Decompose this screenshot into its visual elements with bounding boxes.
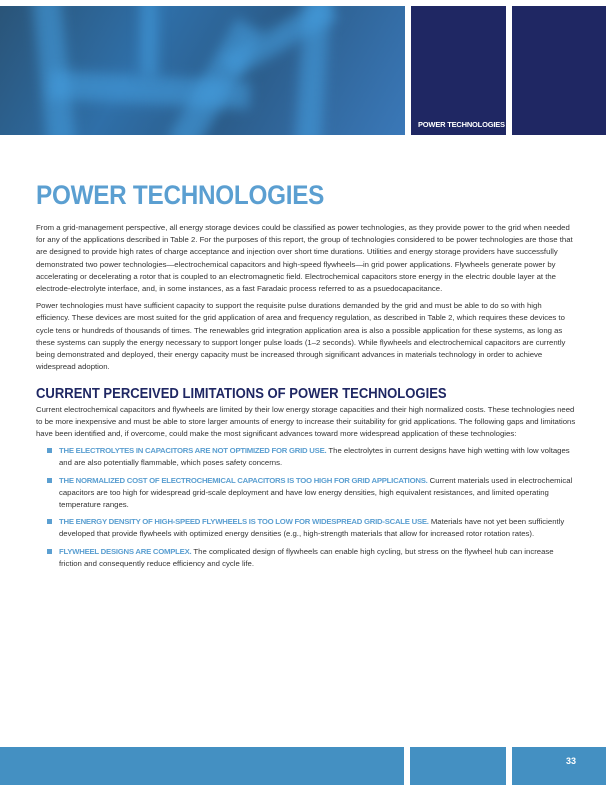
footer-bar [512, 747, 606, 785]
list-item: FLYWHEEL DESIGNS ARE COMPLEX. The complicated design of flywheels can enable high cycling, but stress on the flywheel hub can increase friction and consequently reduce efficiency and cycle life. [59, 546, 576, 570]
list-item: THE ELECTROLYTES IN CAPACITORS ARE NOT OPTIMIZED FOR GRID USE. The electrolytes in current designs have high wetting with low voltages and are also potentially flammable, which poses safety concerns. [59, 445, 576, 469]
limitations-list [36, 445, 576, 570]
section-tab [411, 6, 506, 135]
intro-paragraph-1: From a grid-management perspective, all energy storage devices could be classified as power technologies, as they provide power to the grid when needed for any of the applications described in Table 2. For the purposes of this report, the group of technologies considered to be power technologies are those that are designed to provide high rates of charge acceptance and injection over short time durations. Utilities and energy storage providers have successfully demonstrated two power technologies—electrochemical capacitors and high-speed flywheels—in grid power applications. Flywheels generate power by accelerating or decelerating a rotor that is coupled to an electromagnetic field. Electrochemical capacitors store energy in the electric double layer at the electrode-electrolyte interface, and, in some instances, as a fast Faradaic process referred to as a psuedocapacitance. [36, 223, 573, 294]
footer-bar [0, 747, 404, 785]
list-item: THE ENERGY DENSITY OF HIGH-SPEED FLYWHEELS IS TOO LOW FOR WIDESPREAD GRID-SCALE USE. Materials have not yet been sufficiently developed that provide flywheels with optimized energy densities (e.g., high-strength materials that allow for increased rotor rotation rates). [59, 516, 576, 540]
limitations-heading: CURRENT PERCEIVED LIMITATIONS OF POWER TECHNOLOGIES [36, 386, 447, 403]
header-block [512, 6, 606, 135]
footer-bar [410, 747, 506, 785]
page-title: POWER TECHNOLOGIES [36, 180, 325, 210]
list-item: THE NORMALIZED COST OF ELECTROCHEMICAL CAPACITORS IS TOO HIGH FOR GRID APPLICATIONS. Current materials used in electrochemical capacitors are too high for widespread grid-scale deployment and have low energy densities, high equivalent resistances, and limited operating temperature ranges. [59, 475, 576, 512]
section-label: POWER TECHNOLOGIES [418, 120, 505, 129]
page-number: 33 [565, 756, 576, 766]
intro-paragraph-2: Power technologies must have sufficient capacity to support the requisite pulse durations demanded by the grid and must be able to do so with high efficiency. These devices are most suited for the grid application of area and frequency regulation, as described in Table 2, which requires these devices to cycle tens or hundreds of thousands of times. The renewables grid integration application area is also a possible application for these systems, as long as these systems can supply the energy necessary to support longer pulse loads (1–2 seconds). While flywheels and electrochemical capacitors are currently being demonstrated and deployed, their energy capacity must be increased through significant advances in materials technology in order to achieve widespread adoption. [36, 301, 566, 372]
limitations-intro: Current electrochemical capacitors and flywheels are limited by their low energy storage capacities and their high normalized costs. These technologies need to be more inexpensive and must be able to store larger amounts of energy to increase their suitability for grid applications. The following gaps and limitations have been identified and, if overcome, could make the most significant advances toward more widespread application of these technologies: [36, 404, 576, 439]
main-content [36, 222, 576, 575]
header-image [0, 6, 405, 135]
